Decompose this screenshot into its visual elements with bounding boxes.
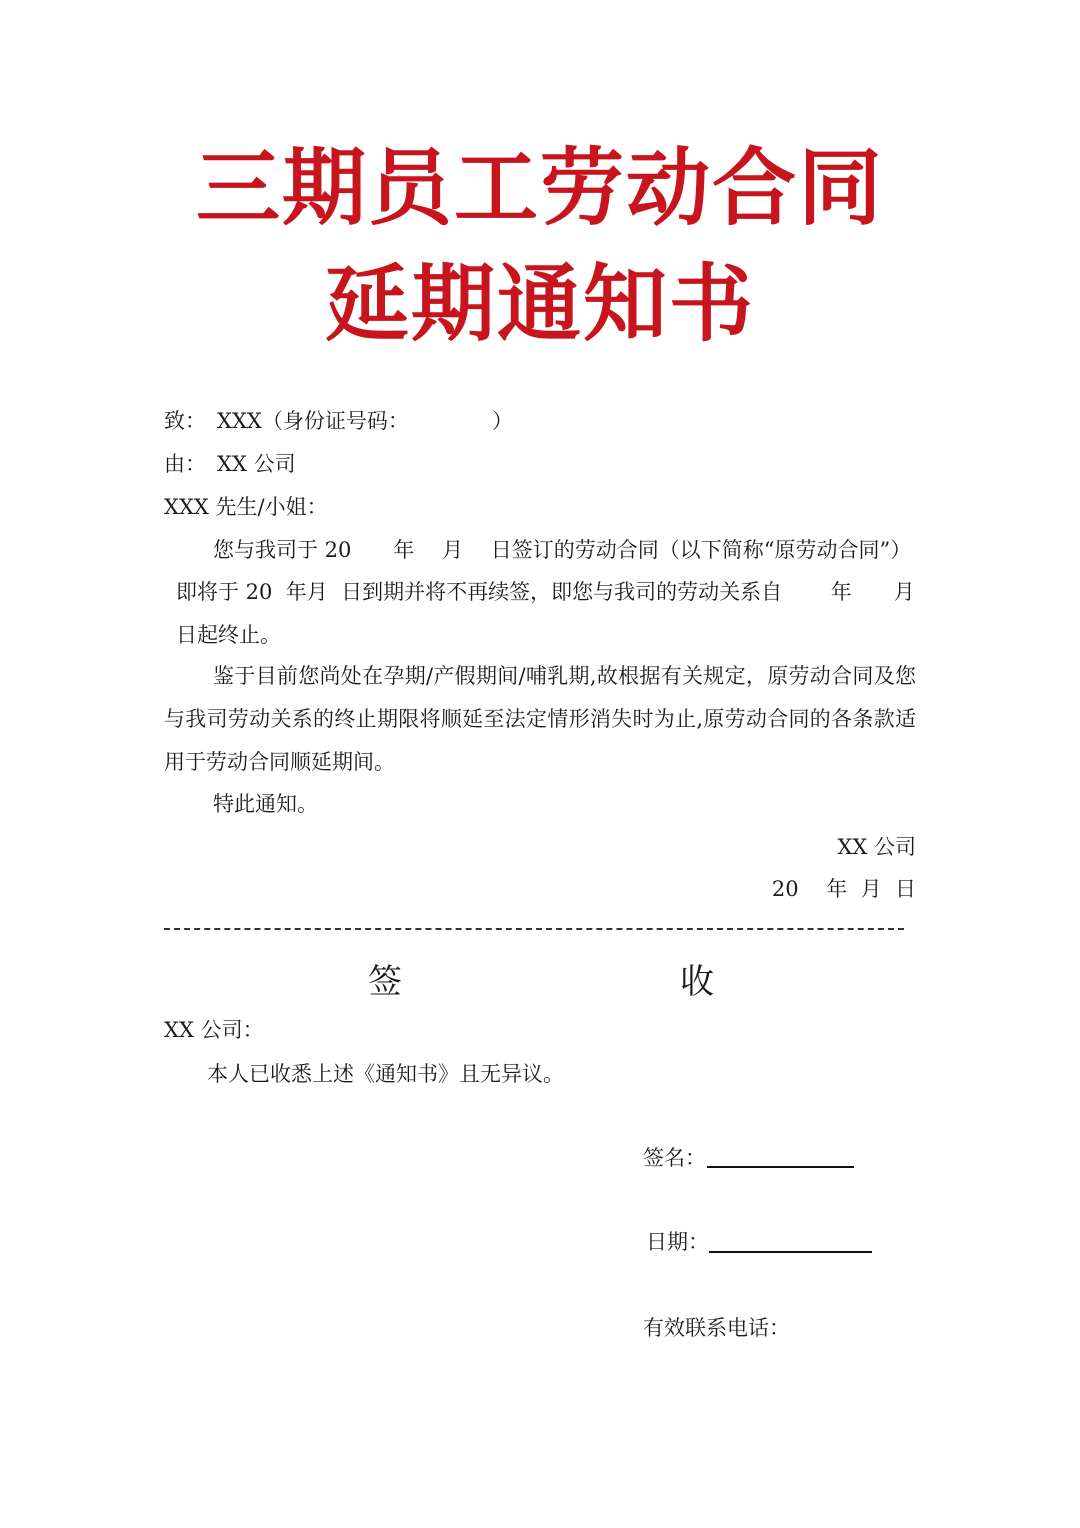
date-label: 日期： <box>646 1230 709 1254</box>
paragraph-1-line-1: 您与我司于 20 年 月 日签订的劳动合同（以下简称“原劳动合同”） <box>213 538 912 562</box>
paragraph-1-line-2: 即将于 20 年月 日到期并将不再续签，即您与我司的劳动关系自 年 月 <box>176 580 915 604</box>
signoff-company: XX 公司 <box>837 835 916 859</box>
paragraph-1-line-3: 日起终止。 <box>176 623 281 647</box>
receipt-addressee: XX 公司： <box>164 1018 264 1042</box>
receipt-heading-left: 签 <box>368 962 402 1002</box>
signature-line[interactable] <box>707 1166 854 1168</box>
document-title-line2: 延期通知书 <box>324 254 755 353</box>
from-company: XX 公司 <box>217 452 296 476</box>
receipt-heading-right: 收 <box>680 962 714 1002</box>
to-label: 致： <box>164 409 206 433</box>
receipt-statement: 本人已收悉上述《通知书》且无异议。 <box>207 1062 564 1086</box>
document-title-line1: 三期员工劳动合同 <box>195 138 884 237</box>
salutation: XXX 先生/小姐： <box>164 495 328 519</box>
signoff-date: 20 年 月 日 <box>771 877 916 901</box>
from-label: 由： <box>164 452 206 476</box>
phone-label: 有效联系电话： <box>643 1316 790 1340</box>
signature-label: 签名： <box>643 1146 706 1170</box>
to-close-paren: ） <box>492 409 513 433</box>
paragraph-3: 特此通知。 <box>213 792 318 816</box>
paragraph-2: 鉴于目前您尚处在孕期/产假期间/哺乳期,故根据有关规定，原劳动合同及您与我司劳动关系的终止期限将顺延至法定情形消失时为止,原劳动合同的各条款适用于劳动合同顺延期间。 <box>164 664 916 774</box>
date-line[interactable] <box>709 1251 872 1253</box>
to-recipient: XXX（身份证号码： <box>217 409 409 433</box>
cut-line-divider <box>164 928 904 930</box>
